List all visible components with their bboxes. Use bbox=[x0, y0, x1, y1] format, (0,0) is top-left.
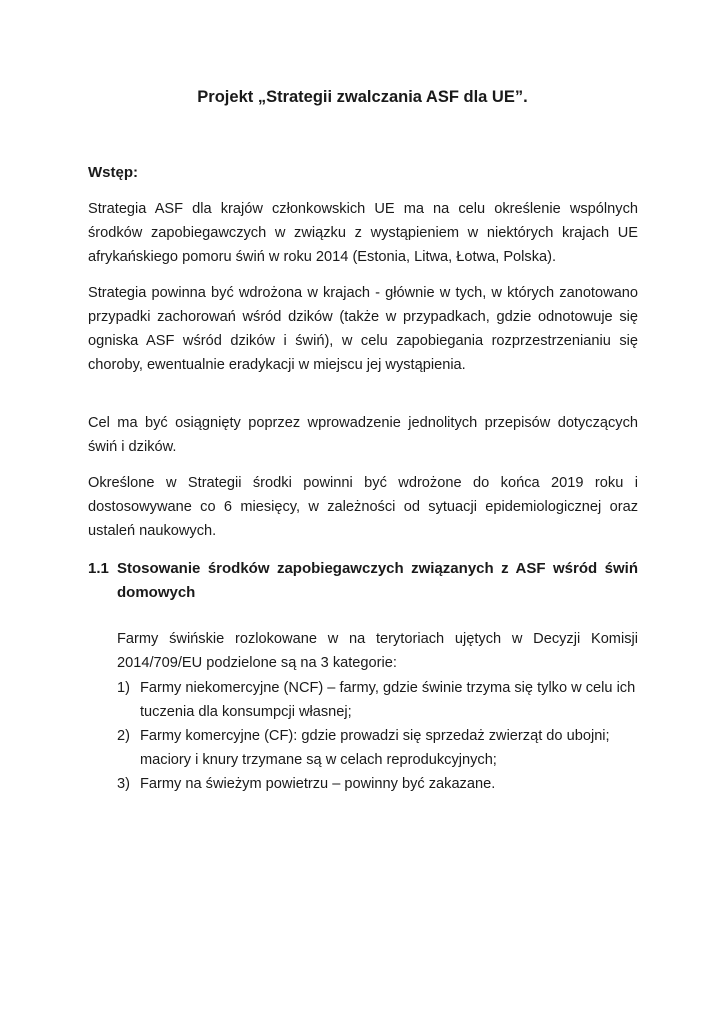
list-item-text: Farmy niekomercyjne (NCF) – farmy, gdzie świnie trzyma się tylko w celu ich tuczenia dla konsumpcji własnej; bbox=[140, 680, 636, 720]
list-item bbox=[117, 772, 638, 796]
list-item-text: Farmy na świeżym powietrzu – powinny być zakazane. bbox=[140, 776, 496, 792]
list-item-text: Farmy komercyjne (CF): gdzie prowadzi się sprzedaż zwierząt do ubojni; maciory i knury trzymane są w celach reprodukcyjnych; bbox=[140, 728, 610, 768]
document-title: Projekt „Strategii zwalczania ASF dla UE”. bbox=[197, 88, 528, 106]
list-item bbox=[117, 676, 638, 724]
paragraph: Cel ma być osiągnięty poprzez wprowadzenie jednolitych przepisów dotyczących świń i dzików. bbox=[88, 415, 638, 455]
intro-heading: Wstęp: bbox=[88, 164, 138, 181]
list-item-number: 1) bbox=[117, 680, 130, 696]
farm-category-list bbox=[117, 676, 638, 796]
paragraph: Określone w Strategii środki powinni być wdrożone do końca 2019 roku i dostosowywane co 6 miesięcy, w zależności od sytuacji epidemiologicznej oraz ustaleń naukowych. bbox=[88, 475, 638, 539]
section-title: Stosowanie środków zapobiegawczych związanych z ASF wśród świń domowych bbox=[117, 560, 638, 601]
paragraph: Strategia ASF dla krajów członkowskich UE ma na celu określenie wspólnych środków zapobiegawczych w związku z wystąpieniem w niektórych krajach UE afrykańskiego pomoru świń w roku 2014 (Estonia, Litwa, Łotwa, Polska). bbox=[88, 201, 638, 265]
section-number: 1.1 bbox=[88, 560, 109, 577]
section-intro: Farmy świńskie rozlokowane w na terytoriach ujętych w Decyzji Komisji 2014/709/EU podzielone są na 3 kategorie: bbox=[117, 631, 638, 671]
list-item-number: 2) bbox=[117, 728, 130, 744]
list-item bbox=[117, 724, 638, 772]
list-item-number: 3) bbox=[117, 776, 130, 792]
paragraph: Strategia powinna być wdrożona w krajach - głównie w tych, w których zanotowano przypadki zachorowań wśród dzików (także w przypadkach, gdzie odnotowuje się ogniska ASF wśród dzików i świń), w celu zapobiegania rozprzestrzenianiu się choroby, ewentualnie eradykacji w miejscu jej wystąpienia. bbox=[88, 285, 638, 373]
